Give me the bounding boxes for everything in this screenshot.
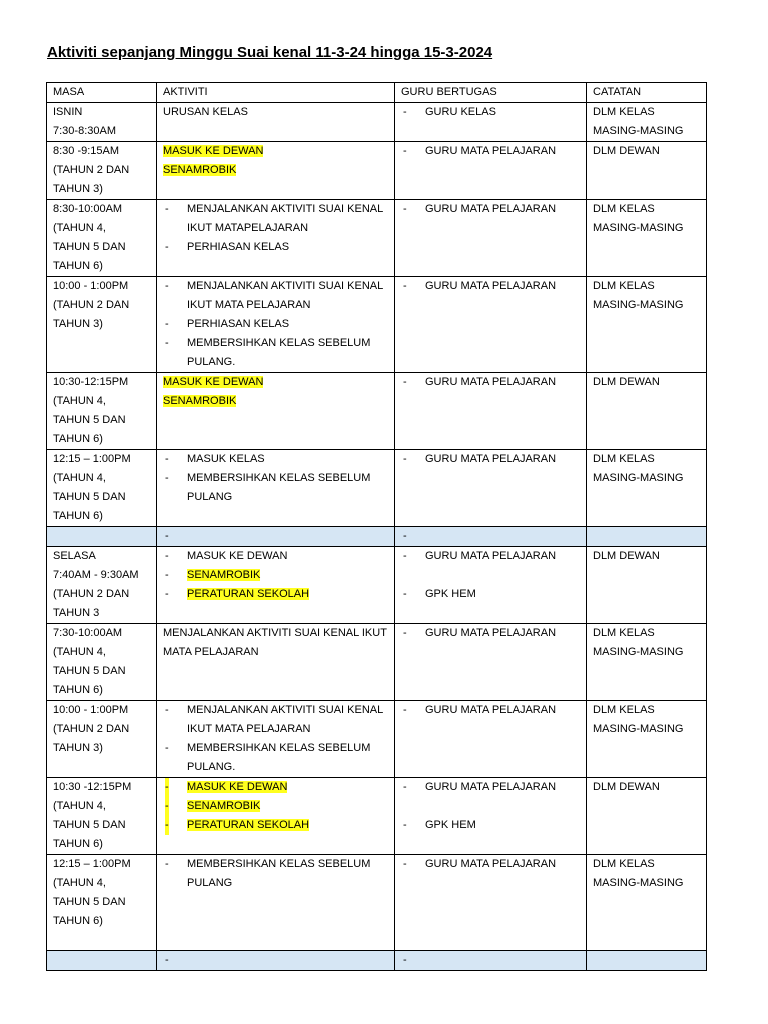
document-title: Aktiviti sepanjang Minggu Suai kenal 11-3-24 hingga 15-3-2024 [47,44,493,61]
separator-cell [47,527,157,547]
bullet-dash: - [403,819,407,831]
masa-line: (TAHUN 4, [53,472,106,484]
bullet-dash: - [403,145,407,157]
guru-item [401,103,580,122]
day-separator-row [47,951,707,971]
activity-bullet [163,469,388,507]
separator-dash: - [165,530,169,542]
separator-dash: - [403,530,407,542]
guru-item [401,373,580,392]
masa-line: TAHUN 3) [53,318,103,330]
catatan-line: DLM KELAS [593,453,655,465]
bullet-dash: - [165,453,169,465]
bullet-dash: - [165,550,169,562]
catatan-line: MASING-MASING [593,723,684,735]
cell-catatan [587,450,707,527]
catatan-line: DLM DEWAN [593,376,660,388]
bullet-text-line: IKUT MATA PELAJARAN [187,299,311,311]
masa-line: (TAHUN 4, [53,800,106,812]
guru-item [401,701,580,720]
masa-line: (TAHUN 4, [53,877,106,889]
guru-item [401,450,580,469]
catatan-line: DLM DEWAN [593,550,660,562]
cell-aktiviti [157,277,395,373]
bullet-dash: - [403,376,407,388]
catatan-line: DLM KELAS [593,627,655,639]
activity-bullet [163,200,388,238]
activity-line: MATA PELAJARAN [163,646,259,658]
masa-line: TAHUN 5 DAN [53,896,126,908]
bullet-text [187,720,388,739]
cell-spacer [53,931,150,950]
bullet-text-line: SENAMROBIK [187,569,261,581]
bullet-dash: - [403,280,407,292]
cell-catatan [587,200,707,277]
bullet-text [187,296,388,315]
header-catatan: CATATAN [587,83,707,103]
guru-name: GURU MATA PELAJARAN [425,453,557,465]
masa-line: (TAHUN 4, [53,646,106,658]
activity-line: URUSAN KELAS [163,106,248,118]
cell-catatan [587,778,707,855]
bullet-text [187,469,388,488]
bullet-dash: - [165,280,169,292]
masa-line: SELASA [53,550,96,562]
schedule-row [47,547,707,624]
catatan-line: DLM KELAS [593,203,655,215]
bullet-dash: - [165,742,169,754]
separator-cell [587,951,707,971]
guru-name: GURU MATA PELAJARAN [425,858,557,870]
header-masa: MASA [47,83,157,103]
bullet-dash: - [403,550,407,562]
bullet-text-line: SENAMROBIK [187,800,261,812]
separator-dash: - [165,954,169,966]
bullet-text [187,219,388,238]
bullet-dash: - [165,588,169,600]
schedule-row [47,373,707,450]
guru-name: GURU MATA PELAJARAN [425,550,557,562]
guru-name: GURU MATA PELAJARAN [425,280,557,292]
guru-item [401,277,580,296]
bullet-text-line: IKUT MATAPELAJARAN [187,222,309,234]
guru-name: GURU MATA PELAJARAN [425,203,557,215]
cell-guru-bertugas [395,547,587,624]
catatan-line: DLM DEWAN [593,781,660,793]
cell-masa [47,373,157,450]
schedule-body [47,83,707,971]
guru-name: GURU KELAS [425,106,496,118]
bullet-text-line: PULANG. [187,356,236,368]
bullet-text-line: MEMBERSIHKAN KELAS SEBELUM [187,742,371,754]
activity-line: MENJALANKAN AKTIVITI SUAI KENAL IKUT [163,627,387,639]
bullet-text-line: IKUT MATA PELAJARAN [187,723,311,735]
schedule-row [47,142,707,200]
highlighted-activity: SENAMROBIK [163,395,237,407]
activity-bullet [163,334,388,372]
schedule-row [47,200,707,277]
guru-name: GPK HEM [425,588,476,600]
bullet-text-line: MEMBERSIHKAN KELAS SEBELUM [187,337,371,349]
bullet-text [187,566,388,585]
masa-line: 12:15 – 1:00PM [53,453,131,465]
cell-catatan [587,277,707,373]
masa-line: TAHUN 6) [53,510,103,522]
bullet-text-line: MASUK KE DEWAN [187,550,288,562]
bullet-text-line: PERHIASAN KELAS [187,318,290,330]
cell-masa [47,200,157,277]
cell-masa [47,855,157,951]
activity-line [163,161,388,180]
cell-spacer [401,566,580,585]
cell-guru-bertugas [395,103,587,142]
activity-bullet [163,315,388,334]
masa-line: TAHUN 5 DAN [53,414,126,426]
bullet-dash: - [165,337,169,349]
masa-line: (TAHUN 4, [53,395,106,407]
bullet-dash: - [403,627,407,639]
cell-catatan [587,103,707,142]
activity-bullet [163,855,388,893]
bullet-dash: - [165,241,169,253]
bullet-text [187,450,388,469]
bullet-text [187,334,388,353]
bullet-dash: - [403,588,407,600]
masa-line: TAHUN 3 [53,607,100,619]
activity-bullet [163,566,388,585]
guru-item [401,585,580,604]
schedule-row [47,701,707,778]
day-separator-row [47,527,707,547]
separator-cell [395,527,587,547]
cell-masa [47,701,157,778]
catatan-line: DLM KELAS [593,106,655,118]
cell-guru-bertugas [395,142,587,200]
cell-aktiviti [157,103,395,142]
masa-line: TAHUN 5 DAN [53,819,126,831]
masa-line: TAHUN 3) [53,183,103,195]
guru-item [401,200,580,219]
bullet-text [187,758,388,777]
masa-line: 8:30-10:00AM [53,203,123,215]
bullet-text [187,353,388,372]
bullet-text-line: MEMBERSIHKAN KELAS SEBELUM [187,858,371,870]
bullet-text [187,547,388,566]
bullet-text [187,277,388,296]
bullet-text [187,701,388,720]
activity-bullet [163,585,388,604]
bullet-text-line: PERHIASAN KELAS [187,241,290,253]
guru-item [401,624,580,643]
cell-guru-bertugas [395,624,587,701]
bullet-text-line: PULANG. [187,761,236,773]
bullet-dash: - [165,816,169,835]
cell-guru-bertugas [395,200,587,277]
bullet-text-line: MENJALANKAN AKTIVITI SUAI KENAL [187,203,384,215]
cell-masa [47,142,157,200]
guru-item [401,816,580,835]
cell-spacer [401,797,580,816]
bullet-dash: - [165,318,169,330]
cell-aktiviti [157,547,395,624]
bullet-dash: - [165,778,169,797]
cell-guru-bertugas [395,855,587,951]
cell-catatan [587,373,707,450]
bullet-text [187,816,388,835]
bullet-text-line: PERATURAN SEKOLAH [187,819,310,831]
masa-line: (TAHUN 2 DAN [53,723,130,735]
header-guru-bertugas: GURU BERTUGAS [395,83,587,103]
cell-aktiviti [157,200,395,277]
bullet-text-line: PULANG [187,491,233,503]
activity-line [163,142,388,161]
masa-line: 10:00 - 1:00PM [53,280,129,292]
catatan-line: MASING-MASING [593,125,684,137]
activity-bullet [163,547,388,566]
cell-masa [47,624,157,701]
cell-guru-bertugas [395,778,587,855]
separator-dash: - [403,954,407,966]
masa-line: ISNIN [53,106,83,118]
masa-line: TAHUN 5 DAN [53,491,126,503]
catatan-line: MASING-MASING [593,222,684,234]
cell-aktiviti [157,701,395,778]
cell-catatan [587,142,707,200]
cell-aktiviti [157,624,395,701]
activity-line [163,392,388,411]
cell-masa [47,778,157,855]
guru-name: GURU MATA PELAJARAN [425,145,557,157]
cell-catatan [587,701,707,778]
bullet-text [187,797,388,816]
catatan-line: MASING-MASING [593,299,684,311]
bullet-dash: - [165,797,169,816]
bullet-text [187,739,388,758]
cell-aktiviti [157,142,395,200]
bullet-dash: - [165,704,169,716]
activity-bullet [163,238,388,257]
bullet-dash: - [403,203,407,215]
highlighted-activity: MASUK KE DEWAN [163,145,264,157]
masa-line: TAHUN 6) [53,838,103,850]
masa-line: TAHUN 6) [53,260,103,272]
masa-line: 10:30-12:15PM [53,376,129,388]
separator-cell [157,951,395,971]
cell-masa [47,450,157,527]
cell-catatan [587,547,707,624]
guru-item [401,547,580,566]
masa-line: (TAHUN 2 DAN [53,299,130,311]
masa-line: TAHUN 6) [53,433,103,445]
cell-guru-bertugas [395,373,587,450]
cell-guru-bertugas [395,450,587,527]
cell-aktiviti [157,450,395,527]
masa-line: TAHUN 6) [53,684,103,696]
masa-line: 8:30 -9:15AM [53,145,120,157]
catatan-line: DLM KELAS [593,858,655,870]
schedule-row [47,624,707,701]
activity-bullet [163,797,388,816]
bullet-dash: - [165,472,169,484]
cell-masa [47,277,157,373]
schedule-row [47,450,707,527]
schedule-row [47,103,707,142]
guru-name: GURU MATA PELAJARAN [425,627,557,639]
bullet-text [187,585,388,604]
cell-catatan [587,855,707,951]
bullet-dash: - [403,858,407,870]
header-aktiviti: AKTIVITI [157,83,395,103]
bullet-dash: - [403,453,407,465]
masa-line: (TAHUN 2 DAN [53,588,130,600]
activity-bullet [163,701,388,739]
masa-line: 7:30-8:30AM [53,125,116,137]
bullet-text-line: MASUK KELAS [187,453,265,465]
catatan-line: DLM KELAS [593,704,655,716]
bullet-text [187,315,388,334]
separator-cell [157,527,395,547]
bullet-text [187,238,388,257]
masa-line: 10:30 -12:15PM [53,781,132,793]
activity-bullet [163,277,388,315]
masa-line: (TAHUN 4, [53,222,106,234]
schedule-row [47,855,707,951]
activity-bullet [163,450,388,469]
highlighted-activity: MASUK KE DEWAN [163,376,264,388]
activity-bullet [163,816,388,835]
bullet-text-line: MENJALANKAN AKTIVITI SUAI KENAL [187,704,384,716]
bullet-dash: - [165,858,169,870]
separator-cell [47,951,157,971]
bullet-dash: - [165,203,169,215]
guru-name: GURU MATA PELAJARAN [425,376,557,388]
masa-line: TAHUN 5 DAN [53,241,126,253]
bullet-text [187,855,388,874]
bullet-text-line: MASUK KE DEWAN [187,781,288,793]
highlighted-activity: SENAMROBIK [163,164,237,176]
guru-item [401,142,580,161]
masa-line: 7:30-10:00AM [53,627,123,639]
separator-cell [395,951,587,971]
masa-line: 12:15 – 1:00PM [53,858,131,870]
activity-bullet [163,778,388,797]
masa-line: TAHUN 3) [53,742,103,754]
guru-name: GURU MATA PELAJARAN [425,781,557,793]
schedule-row [47,778,707,855]
masa-line: (TAHUN 2 DAN [53,164,130,176]
bullet-dash: - [403,106,407,118]
bullet-text [187,488,388,507]
masa-line: TAHUN 6) [53,915,103,927]
bullet-text-line: MEMBERSIHKAN KELAS SEBELUM [187,472,371,484]
masa-line: 10:00 - 1:00PM [53,704,129,716]
guru-item [401,855,580,874]
activity-line [163,373,388,392]
bullet-text [187,778,388,797]
cell-catatan [587,624,707,701]
bullet-text-line: PULANG [187,877,233,889]
schedule-table [46,82,707,971]
cell-guru-bertugas [395,701,587,778]
cell-aktiviti [157,373,395,450]
activity-bullet [163,739,388,777]
guru-item [401,778,580,797]
header-row [47,83,707,103]
bullet-text [187,874,388,893]
guru-name: GURU MATA PELAJARAN [425,704,557,716]
separator-cell [587,527,707,547]
catatan-line: MASING-MASING [593,472,684,484]
cell-aktiviti [157,778,395,855]
cell-masa [47,547,157,624]
catatan-line: MASING-MASING [593,646,684,658]
bullet-text [187,200,388,219]
bullet-dash: - [403,704,407,716]
cell-aktiviti [157,855,395,951]
catatan-line: MASING-MASING [593,877,684,889]
bullet-dash: - [165,569,169,581]
bullet-dash: - [403,781,407,793]
bullet-text-line: PERATURAN SEKOLAH [187,588,310,600]
cell-masa [47,103,157,142]
bullet-text-line: MENJALANKAN AKTIVITI SUAI KENAL [187,280,384,292]
catatan-line: DLM DEWAN [593,145,660,157]
masa-line: 7:40AM - 9:30AM [53,569,139,581]
masa-line: TAHUN 5 DAN [53,665,126,677]
cell-guru-bertugas [395,277,587,373]
guru-name: GPK HEM [425,819,476,831]
schedule-row [47,277,707,373]
catatan-line: DLM KELAS [593,280,655,292]
